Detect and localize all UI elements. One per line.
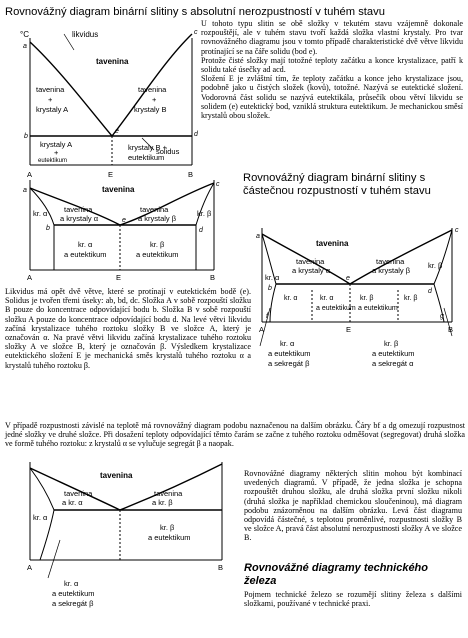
section3-text: Rovnovážné diagramy některých slitin mohou být kombinací uvedených diagramů. V případě, že jedna složka je schopna rozpouštět druhou složku, ale druhá složka první složku nikoli (druhá složka je například chemickou sloučeninou), má diagram podobu znázorněnou na dalším obrázku. Levá část diagramu odpovídá částečné, s teplotou proměnlivé, rozpustnosti složky B ve složce A, pravá část absolutní nerozpustnosti složky A ve složce B.	[244, 469, 462, 543]
svg-text:B: B	[188, 170, 194, 179]
svg-text:kr. α: kr. α	[284, 295, 298, 302]
svg-text:eutektikum: eutektikum	[128, 153, 165, 162]
svg-text:tavenina: tavenina	[100, 471, 133, 480]
svg-text:A: A	[27, 170, 33, 179]
svg-text:tavenina: tavenina	[138, 85, 167, 94]
svg-text:E: E	[108, 170, 114, 179]
svg-text:kr. β: kr. β	[428, 261, 443, 270]
svg-text:b: b	[24, 133, 28, 140]
svg-text:tavenina: tavenina	[140, 205, 169, 214]
svg-text:B: B	[210, 273, 216, 282]
svg-text:kr. β: kr. β	[197, 209, 212, 218]
svg-text:e: e	[115, 128, 119, 135]
svg-text:a eutektikum: a eutektikum	[358, 305, 398, 312]
svg-text:a krystaly α: a krystaly α	[60, 214, 99, 223]
section1-text: U tohoto typu slitin se obě složky v tekutém stavu vzájemně dokonale rozpouštějí, ale v tuhém stavu tvoří každá složka vlastní krystaly. Pro tvar rovnovážného diagramu jsou v tomto případě charakteristické dvě větve likvidu protínající se na čáře solidu (bod e). Protože čisté složky mají totožné teploty začátku a konce krystalizace, patří k solidu také úsečky ad acd. Složení E je zvláštní tím, že teploty začátku a konce jeho krystalizace jsou, podobně jako u čistých složek (kovů), totožné. Nazývá se eutektické složení. Vodorovná část solidu se nazývá eutektikála, průsečík obou větví likvidu se solidem (e) eutektický bod, vzniklá struktura eutektikum. Je mechanickou směsí krystalů obou složek.	[201, 19, 463, 121]
svg-text:E: E	[346, 325, 352, 334]
svg-text:d: d	[428, 288, 432, 295]
svg-text:A: A	[259, 325, 265, 334]
svg-text:kr. β: kr. β	[160, 523, 175, 532]
svg-text:A: A	[27, 563, 33, 572]
svg-text:krystaly B +: krystaly B +	[128, 143, 167, 152]
svg-text:a kr. α: a kr. α	[62, 498, 83, 507]
section4-title: Rovnovážné diagramy technického železa	[244, 562, 428, 587]
svg-text:b: b	[268, 285, 272, 292]
svg-text:e: e	[346, 275, 350, 282]
melt-label: tavenina	[96, 57, 129, 66]
svg-text:a eutektikum: a eutektikum	[64, 250, 107, 259]
svg-text:d: d	[199, 227, 203, 234]
svg-text:a: a	[23, 43, 27, 50]
svg-text:tavenina: tavenina	[36, 85, 65, 94]
svg-text:d: d	[194, 131, 198, 138]
svg-text:a: a	[23, 187, 27, 194]
svg-text:tavenina: tavenina	[102, 185, 135, 194]
svg-text:a eutektikum: a eutektikum	[316, 305, 356, 312]
svg-text:kr. α: kr. α	[78, 240, 93, 249]
svg-text:+: +	[152, 95, 157, 104]
svg-text:eutektikum: eutektikum	[38, 158, 68, 164]
svg-text:kr. β: kr. β	[150, 240, 165, 249]
svg-text:solidus: solidus	[156, 147, 180, 156]
svg-text:kr. α: kr. α	[280, 339, 295, 348]
svg-text:a krystaly α: a krystaly α	[292, 266, 331, 275]
svg-text:kr. α: kr. α	[320, 295, 334, 302]
section2-title: Rovnovážný diagram binární slitiny s částečnou rozpustností v tuhém stavu	[243, 172, 431, 197]
svg-text:c: c	[194, 29, 198, 36]
svg-text:+: +	[54, 148, 59, 157]
svg-text:tavenina: tavenina	[154, 489, 183, 498]
svg-text:B: B	[218, 563, 224, 572]
svg-text:a krystaly β: a krystaly β	[372, 266, 411, 275]
svg-text:kr. β: kr. β	[384, 339, 399, 348]
section1-title: Rovnovážný diagram binární slitiny s absolutní nerozpustností v tuhém stavu	[5, 6, 385, 18]
svg-text:a sekregát β: a sekregát β	[268, 359, 310, 368]
liquidus-label: likvidus	[72, 30, 99, 39]
svg-text:kr. α: kr. α	[33, 513, 48, 522]
svg-text:+: +	[48, 95, 53, 104]
svg-text:kr. β: kr. β	[404, 295, 418, 302]
svg-text:krystaly A: krystaly A	[36, 105, 69, 114]
svg-text:f: f	[266, 313, 268, 320]
svg-text:tavenina: tavenina	[64, 489, 93, 498]
svg-text:a kr. β: a kr. β	[152, 498, 173, 507]
section4-text: Pojmem technické železo se rozumějí slitiny železa s dalšími složkami, používané v technické praxi.	[244, 590, 462, 609]
svg-text:A: A	[27, 273, 33, 282]
section2-text-left: Likvidus má opět dvě větve, které se protínají v eutektickém bodě (e). Solidus je tvořen třemi úseky: ab, bd, dc. Složka A v sobě rozpouští složku B pouze do koncentrace odpovídající bodu b. Složka B v sobě rozpouští složku A pouze do koncentrace odpovídající bodu d. Na levé větvi likvidu začíná krystalizace tuhého roztoku složky B ve složce A, který je označován α. Na pravé větvi likvidu začíná krystalizace tuhého roztoku složky A ve složce B, který je označován β. Výsledkem krystalizace eutektického složení E je mechanická směs krystalů tuhého roztoku α a krystalů tuhého roztoku β.	[5, 287, 251, 370]
svg-text:b: b	[46, 225, 50, 232]
svg-text:a eutektikum: a eutektikum	[136, 250, 179, 259]
svg-text:kr. β: kr. β	[360, 295, 374, 302]
svg-text:c: c	[216, 181, 220, 188]
svg-text:tavenina: tavenina	[316, 239, 349, 248]
svg-text:kr. α: kr. α	[64, 579, 79, 588]
section2-text-full: V případě rozpustnosti závislé na teplotě má rovnovážný diagram podobu naznačenou na dalším obrázku. Čáry bf a dg omezují rozpustnost jedné složky ve druhé složce. Při dosažení teploty odpovídající těmto čarám se začne z tuhého roztoku odměšovat (segregovat) druhá složka ve formě tuhého roztoku: z krystalů α se vylučuje segregát β a naopak.	[5, 421, 465, 449]
svg-text:e: e	[122, 217, 126, 224]
svg-text:B: B	[448, 325, 454, 334]
svg-text:krystaly B: krystaly B	[134, 105, 167, 114]
temp-unit: °C	[20, 30, 29, 39]
svg-text:a sekregát β: a sekregát β	[52, 599, 94, 608]
svg-text:kr. α: kr. α	[33, 209, 48, 218]
svg-text:a eutektikum: a eutektikum	[148, 533, 191, 542]
svg-text:a krystaly β: a krystaly β	[138, 214, 177, 223]
svg-text:g: g	[440, 313, 444, 320]
svg-text:kr. α: kr. α	[265, 273, 280, 282]
svg-text:a eutektikum: a eutektikum	[52, 589, 95, 598]
svg-text:a sekregát α: a sekregát α	[372, 359, 414, 368]
svg-text:krystaly A: krystaly A	[40, 140, 73, 149]
svg-text:tavenina: tavenina	[376, 257, 405, 266]
svg-text:c: c	[455, 227, 459, 234]
svg-text:a eutektikum: a eutektikum	[268, 349, 311, 358]
svg-text:a eutektikum: a eutektikum	[372, 349, 415, 358]
svg-text:E: E	[116, 273, 122, 282]
svg-text:tavenina: tavenina	[296, 257, 325, 266]
svg-text:a: a	[256, 233, 260, 240]
svg-text:tavenina: tavenina	[64, 205, 93, 214]
